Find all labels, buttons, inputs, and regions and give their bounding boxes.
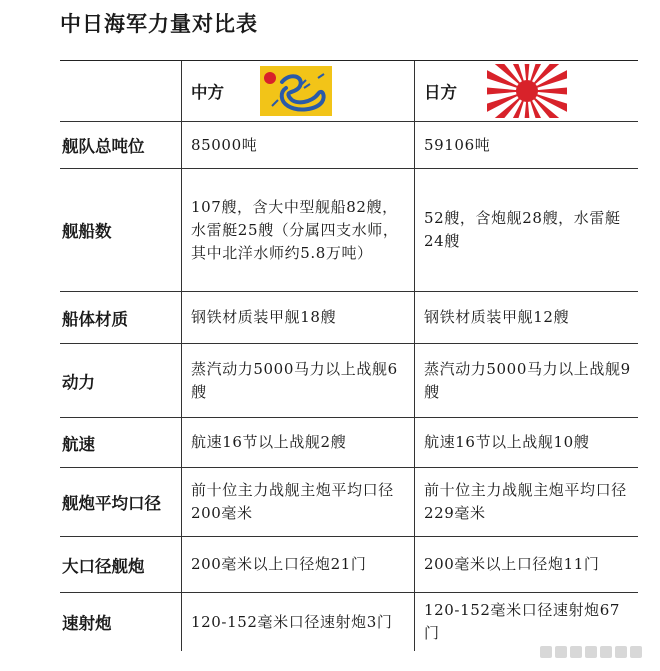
jp-value: 120-152毫米口径速射炮67门 xyxy=(424,601,621,642)
comparison-table xyxy=(60,60,638,651)
cn-value: 120-152毫米口径速射炮3门 xyxy=(191,612,393,631)
table-row xyxy=(60,537,638,593)
jp-value: 200毫米以上口径炮11门 xyxy=(424,555,600,573)
table-row xyxy=(60,593,638,651)
jp-value: 蒸汽动力5000马力以上战舰9艘 xyxy=(424,359,631,401)
row-label: 舰船数 xyxy=(62,222,112,241)
row-label: 大口径舰炮 xyxy=(62,556,145,576)
cn-value: 前十位主力战舰主炮平均口径200毫米 xyxy=(191,481,394,522)
row-label: 舰炮平均口径 xyxy=(62,494,161,513)
jp-value: 59106吨 xyxy=(424,135,491,154)
table-header-row xyxy=(60,61,638,122)
header-cn-label: 中方 xyxy=(191,83,224,102)
cn-value: 钢铁材质装甲舰18艘 xyxy=(191,308,337,326)
header-jp-label: 日方 xyxy=(424,83,457,102)
jp-value: 钢铁材质装甲舰12艘 xyxy=(424,308,570,326)
table-row xyxy=(60,122,638,169)
table-row xyxy=(60,169,638,292)
jp-value: 航速16节以上战舰10艘 xyxy=(424,433,590,451)
row-label: 舰队总吨位 xyxy=(62,137,145,156)
cn-value: 200毫米以上口径炮21门 xyxy=(191,555,367,573)
table-row xyxy=(60,344,638,418)
row-label: 航速 xyxy=(62,434,95,454)
cn-value: 107艘，含大中型舰船82艘，水雷艇25艘（分属四支水师，其中北洋水师约5.8万吨） xyxy=(191,197,399,262)
cn-value: 航速16节以上战舰2艘 xyxy=(191,433,347,451)
header-cn-cell xyxy=(181,61,414,121)
jp-value: 52艘，含炮舰28艘，水雷艇24艘 xyxy=(424,209,621,250)
page-title: 中日海军力量对比表 xyxy=(60,12,258,36)
row-label: 速射炮 xyxy=(62,614,112,633)
table-row xyxy=(60,418,638,468)
row-label: 动力 xyxy=(62,372,95,392)
qing-dragon-flag-icon xyxy=(260,66,332,116)
table-row xyxy=(60,292,638,344)
table-row xyxy=(60,468,638,537)
row-label: 船体材质 xyxy=(62,309,128,329)
watermark xyxy=(540,645,646,659)
jp-value: 前十位主力战舰主炮平均口径229毫米 xyxy=(424,481,627,522)
cn-value: 蒸汽动力5000马力以上战舰6艘 xyxy=(191,359,398,401)
rising-sun-flag-icon xyxy=(487,64,567,118)
header-jp-cell xyxy=(414,61,638,121)
cn-value: 85000吨 xyxy=(191,135,258,154)
